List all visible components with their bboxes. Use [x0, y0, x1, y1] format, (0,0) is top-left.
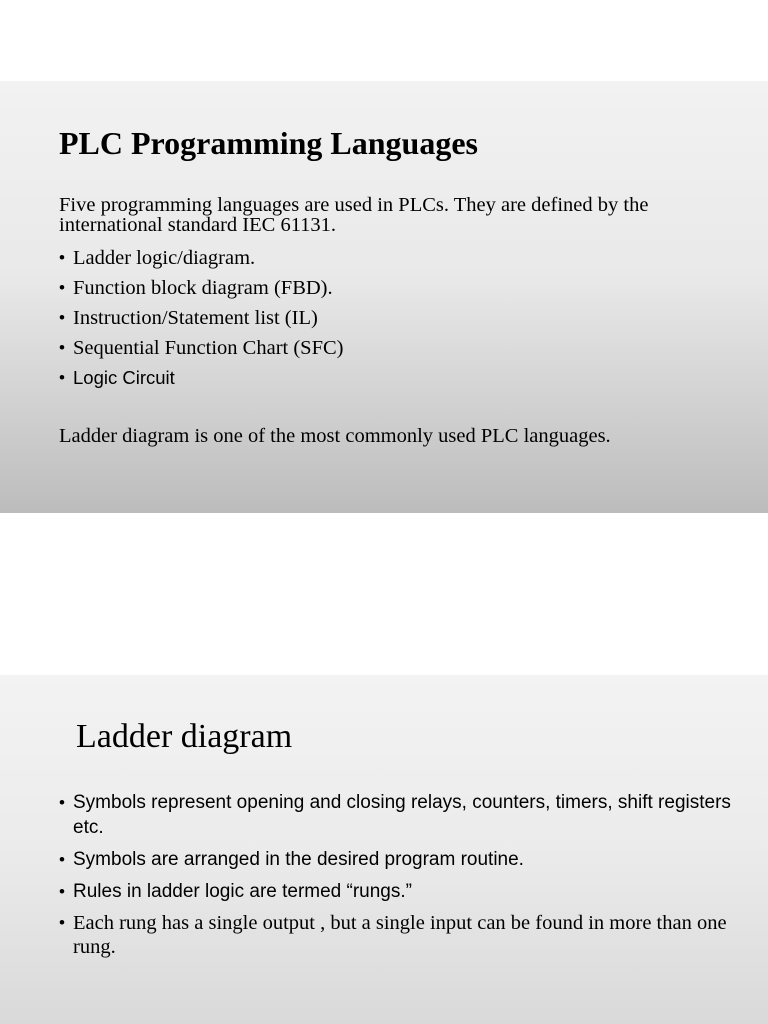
slide-title: Ladder diagram	[76, 718, 293, 755]
bullet-icon: •	[59, 278, 65, 297]
list-item-text: Each rung has a single output , but a single input can be found in more than one rung.	[73, 912, 727, 958]
list-item-text: Logic Circuit	[73, 367, 175, 388]
list-item	[59, 911, 739, 959]
list-item-text: Rules in ladder logic are termed “rungs.”	[73, 881, 412, 902]
list-item-text: Ladder logic/diagram.	[73, 247, 256, 269]
list-item	[59, 363, 343, 393]
slide-ladder-diagram	[0, 675, 768, 1024]
list-item-text: Symbols are arranged in the desired program routine.	[73, 849, 524, 870]
list-item	[59, 790, 739, 840]
list-item	[59, 333, 343, 363]
bullet-icon: •	[59, 338, 65, 357]
list-item-text: Symbols represent opening and closing relays, counters, timers, shift registers etc.	[73, 792, 731, 838]
bullet-icon: •	[59, 308, 65, 327]
bullet-icon: •	[59, 368, 65, 387]
list-item	[59, 303, 343, 333]
list-item-text: Instruction/Statement list (IL)	[73, 307, 318, 329]
bullet-icon: •	[59, 248, 65, 267]
list-item	[59, 243, 343, 273]
bullet-icon: •	[59, 850, 65, 869]
slide-plc-programming-languages	[0, 81, 768, 513]
list-item	[59, 847, 739, 872]
bullet-icon: •	[59, 882, 65, 901]
language-list	[59, 243, 343, 393]
bullet-icon: •	[59, 793, 65, 812]
slide-title: PLC Programming Languages	[59, 125, 478, 161]
list-item-text: Function block diagram (FBD).	[73, 277, 333, 299]
list-item-text: Sequential Function Chart (SFC)	[73, 337, 344, 359]
intro-paragraph: Five programming languages are used in PLCs. They are defined by the international standard IEC 61131.	[59, 194, 649, 236]
list-item	[59, 879, 739, 904]
ladder-diagram-list	[59, 790, 739, 966]
list-item	[59, 273, 343, 303]
bullet-icon: •	[59, 913, 65, 932]
closing-paragraph: Ladder diagram is one of the most commonly used PLC languages.	[59, 425, 611, 447]
